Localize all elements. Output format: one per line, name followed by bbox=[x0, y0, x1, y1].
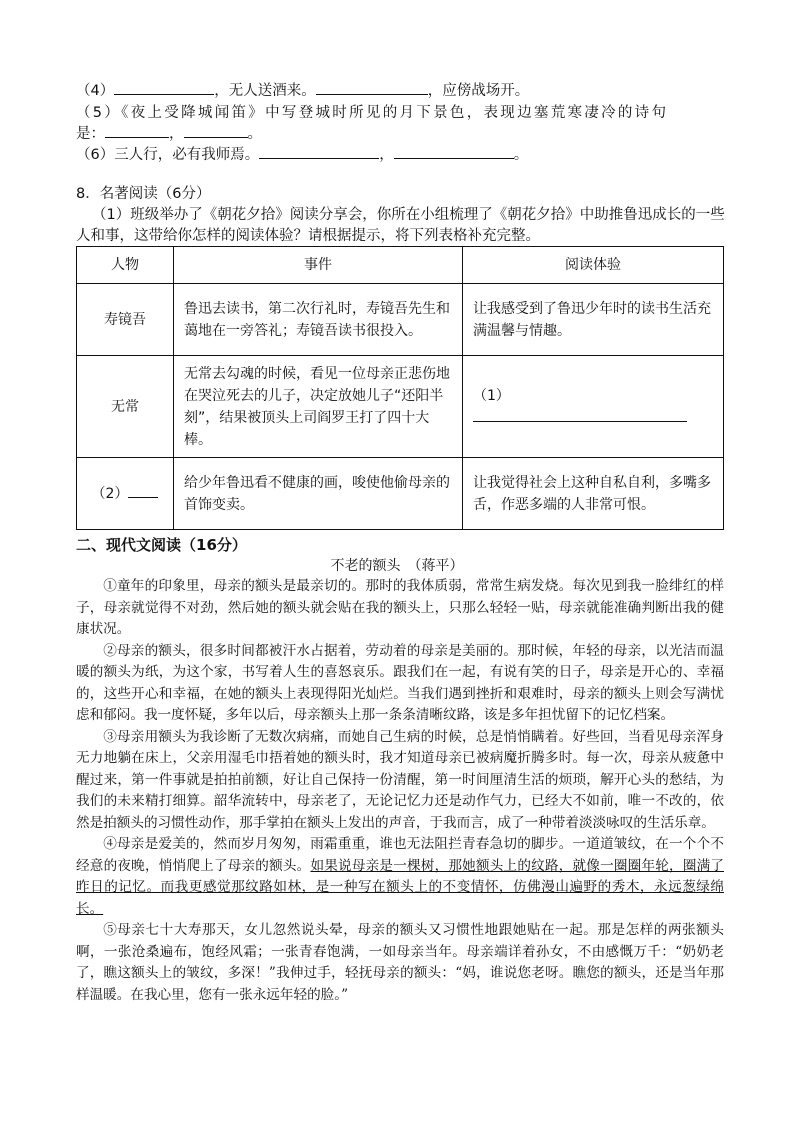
q8-title: 8．名著阅读（6分） bbox=[76, 186, 211, 202]
answer-blank[interactable] bbox=[394, 144, 514, 159]
question-text: （6）三人行，必有我师焉。 bbox=[76, 147, 260, 163]
essay-body bbox=[76, 576, 724, 1006]
cell-experience: 让我觉得社会上这种自私自利，多嘴多舌，作恶多端的人非常可恨。 bbox=[463, 458, 724, 530]
header-experience: 阅读体验 bbox=[463, 247, 724, 284]
poem-text: ，无人送酒来。 bbox=[214, 83, 316, 99]
punct: 。 bbox=[513, 147, 529, 163]
question-text: 《夜上受降城闻笛》中写登城时所见的月下景色，表现边塞荒寒凄冷的诗句 bbox=[121, 105, 669, 121]
poem-q6 bbox=[76, 143, 528, 164]
blank-label: （1） bbox=[473, 387, 510, 404]
punct: ， bbox=[379, 147, 394, 163]
cell-event: 给少年鲁迅看不健康的画，唆使他偷母亲的首饰变卖。 bbox=[174, 458, 463, 530]
underlined-sentence: 如果说母亲是一棵树，那她额头上的纹路，就像一圈圈年轮，圈满了昨日的记忆。而我更感觉那纹路如林，是一种写在额头上的不变情怀，仿佛漫山遍野的秀木，永远葱绿绵长。 bbox=[76, 857, 724, 917]
paragraph: ①童年的印象里，母亲的额头是最亲切的。那时的我体质弱，常常生病发烧。每次见到我一脸绯红的样子，母亲就觉得不对劲，然后她的额头就会贴在我的额头上，只那么轻轻一贴，母亲就能准确判断出我的健康状况。 bbox=[76, 578, 724, 637]
paragraph-text: ④母亲是爱美的，然而岁月匆匆，雨霜重重，谁也无法阻拦青春急切的脚步。一道道皱纹，在一个个不经意的夜晚，悄悄爬上了母亲的额头。 bbox=[76, 836, 724, 874]
paragraph: ③母亲用额头为我诊断了无数次病痛，而她自己生病的时候，总是悄悄瞒着。好些回，当看见母亲浑身无力地躺在床上，父亲用湿毛巾捂着她的额头时，我才知道母亲已被病魔折腾多时。每一次，母亲从疲惫中醒过来，第一件事就是拍拍前额，好让自己保持一份清醒，第一时间厘清生活的烦琐，解开心头的愁结，为我们的未来精打细算。韶华流转中，母亲老了，无论记忆力还是动作气力，已经大不如前，唯一不改的，依然是拍额头的习惯性动作，那手掌拍在额头上发出的声音，于我而言，成了一种带着淡淡咏叹的生活乐章。 bbox=[76, 728, 724, 831]
answer-blank[interactable] bbox=[473, 407, 687, 422]
poem-q5-cont bbox=[76, 122, 262, 143]
essay-title: 不老的额头 （蒋平） bbox=[330, 558, 464, 574]
cell-person: 无常 bbox=[77, 356, 174, 458]
cell-experience: 让我感受到了鲁迅少年时的读书生活充满温馨与情趣。 bbox=[463, 284, 724, 356]
cell-event: 无常去勾魂的时候，看见一位母亲正悲伤地在哭泣死去的儿子，决定放她儿子“还阳半刻”，结果被顶头上司阎罗王打了四十大棒。 bbox=[174, 356, 463, 458]
blank-label: （2） bbox=[91, 485, 129, 502]
paragraph: ②母亲的额头，很多时间都被汗水占据着，劳动着的母亲是美丽的。那时候，年轻的母亲，以光洁而温暖的额头为纸，为这个家，书写着人生的喜怒哀乐。跟我们在一起，有说有笑的日子，母亲是开心的、幸福的，这些开心和幸福，在她的额头上表现得阳光灿烂。当我们遇到挫折和艰难时，母亲的额头上则会写满忧虑和郁闷。我一度怀疑，多年以后，母亲额头上那一条条清晰纹路，该是多年担忧留下的记忆档案。 bbox=[76, 642, 724, 723]
q8-intro-line2: 人和事，这带给你怎样的阅读体验？请根据提示，将下列表格补充完整。 bbox=[76, 228, 540, 244]
paragraph bbox=[76, 834, 724, 920]
header-event: 事件 bbox=[174, 247, 463, 284]
header-person: 人物 bbox=[77, 247, 174, 284]
cell-person bbox=[77, 458, 174, 530]
table-header-row bbox=[77, 247, 724, 284]
answer-blank[interactable] bbox=[184, 123, 248, 138]
answer-blank[interactable] bbox=[128, 483, 158, 498]
question-number: （5） bbox=[76, 105, 122, 121]
answer-blank[interactable] bbox=[114, 80, 214, 95]
answer-blank[interactable] bbox=[316, 80, 428, 95]
question-text: 是： bbox=[76, 126, 105, 142]
cell-experience bbox=[463, 356, 724, 458]
table-row bbox=[77, 284, 724, 356]
poem-q5 bbox=[76, 101, 724, 122]
punct: 。 bbox=[247, 126, 262, 142]
table-row bbox=[77, 458, 724, 530]
table-row bbox=[77, 356, 724, 458]
answer-blank[interactable] bbox=[259, 144, 379, 159]
punct: ， bbox=[169, 126, 184, 142]
question-number: （4） bbox=[76, 83, 115, 99]
paragraph: ⑤母亲七十大寿那天，女儿忽然说头晕，母亲的额头又习惯性地跟她贴在一起。那是怎样的两张额头啊，一张沧桑遍布，饱经风霜；一张青春饱满，一如母亲当年。母亲端详着孙女，不由感慨万千：“奶奶老了，瞧这额头上的皱纹，多深！”我伸过手，轻抚母亲的额头：“妈，谁说您老呀。瞧您的额头，还是当年那样温暖。在我心里，您有一张永远年轻的脸。” bbox=[76, 922, 724, 1003]
answer-blank[interactable] bbox=[105, 123, 169, 138]
reading-table bbox=[76, 246, 724, 530]
section-heading: 二、现代文阅读（16分） bbox=[76, 536, 247, 554]
q8-intro-line1: （1）班级举办了《朝花夕拾》阅读分享会，你所在小组梳理了《朝花夕拾》中助推鲁迅成长的一些 bbox=[92, 207, 725, 223]
cell-person: 寿镜吾 bbox=[77, 284, 174, 356]
poem-q4 bbox=[76, 79, 529, 100]
poem-text: ，应傍战场开。 bbox=[427, 83, 530, 99]
cell-event: 鲁迅去读书，第二次行礼时，寿镜吾先生和蔼地在一旁答礼；寿镜吾读书很投入。 bbox=[174, 284, 463, 356]
